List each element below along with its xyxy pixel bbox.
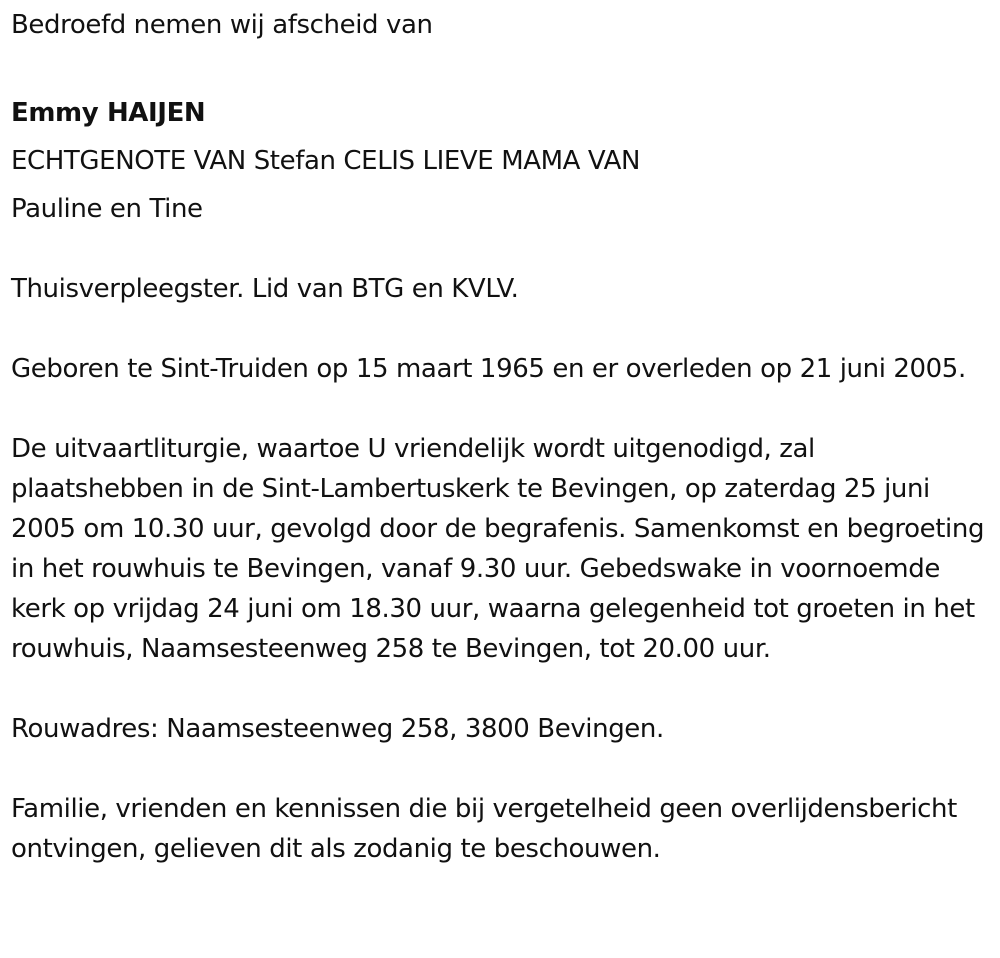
children-line: Pauline en Tine: [11, 194, 203, 224]
address-line: Rouwadres: Naamsesteenweg 258, 3800 Bevingen.: [11, 714, 664, 744]
relation-line: ECHTGENOTE VAN Stefan CELIS LIEVE MAMA VAN: [11, 146, 641, 176]
deceased-name: Emmy HAIJEN: [11, 98, 206, 128]
death-notice: [11, 5, 991, 869]
occupation-line: Thuisverpleegster. Lid van BTG en KVLV.: [11, 274, 519, 304]
funeral-details-paragraph: De uitvaartliturgie, waartoe U vriendelijk wordt uitgenodigd, zal plaatshebben in de Sint-Lambertuskerk te Bevingen, op zaterdag 25 juni 2005 om 10.30 uur, gevolgd door de begrafenis. Samenkomst en begroeting in het rouwhuis te Bevingen, vanaf 9.30 uur. Gebedswake in voornoemde kerk op vrijdag 24 juni om 18.30 uur, waarna gelegenheid tot groeten in het rouwhuis, Naamsesteenweg 258 te Bevingen, tot 20.00 uur.: [11, 434, 985, 664]
birth-death-paragraph: Geboren te Sint-Truiden op 15 maart 1965 en er overleden op 21 juni 2005.: [11, 354, 966, 384]
intro-line: Bedroefd nemen wij afscheid van: [11, 10, 433, 40]
closing-paragraph: Familie, vrienden en kennissen die bij vergetelheid geen overlijdensbericht ontvingen, gelieven dit als zodanig te beschouwen.: [11, 794, 957, 864]
